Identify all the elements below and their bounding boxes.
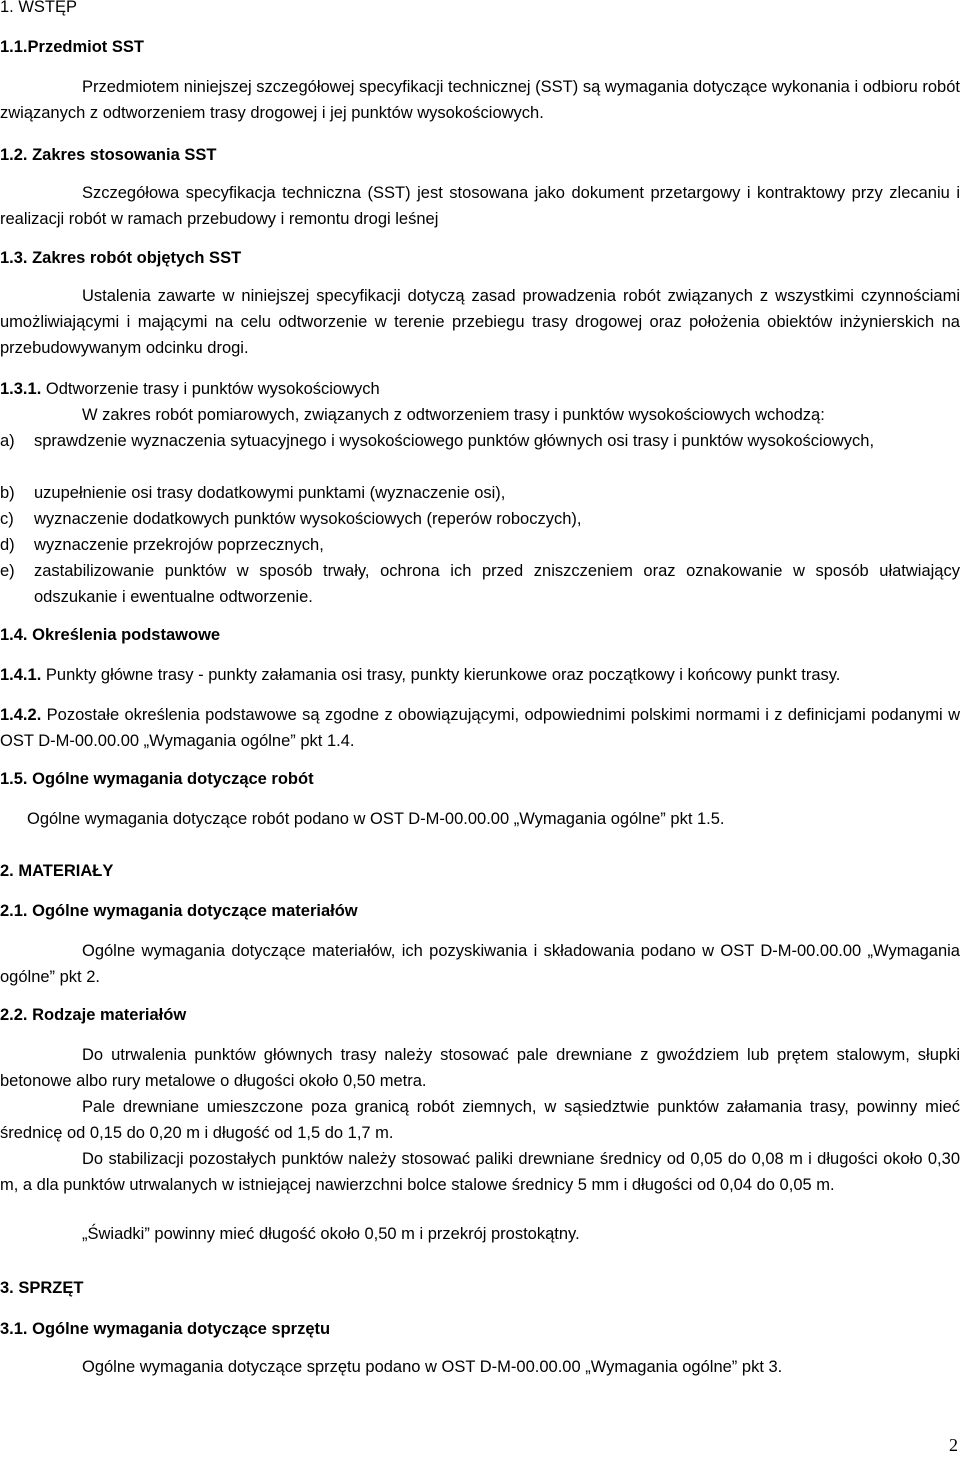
paragraph-wymagania-robot: Ogólne wymagania dotyczące robót podano w OST D-M-00.00.00 „Wymagania ogólne” pkt 1.5. [27,810,725,828]
paragraph-wymagania-materialow: Ogólne wymagania dotyczące materiałów, ich pozyskiwania i składowania podano w OST D-M-00.00.00 „Wymagania ogólne” pkt 2. [0,942,960,986]
paragraph-przedmiot: Przedmiotem niniejszej szczegółowej specyfikacji technicznej (SST) są wymagania dotyczące wykonania i odbioru robót związanych z odtworzeniem trasy drogowej i jej punktów wysokościowych. [0,78,960,122]
list-item-text: uzupełnienie osi trasy dodatkowymi punktami (wyznaczenie osi), [34,484,506,502]
subheading-title: Odtworzenie trasy i punktów wysokościowych [45,380,380,398]
heading-wymagania-robot: 1.5. Ogólne wymagania dotyczące robót [0,770,314,788]
heading-okreslenia: 1.4. Określenia podstawowe [0,626,221,644]
definition-number: 1.4.1. [0,666,42,684]
page-number: 2 [949,1435,958,1455]
paragraph-zakres-pomiarow: W zakres robót pomiarowych, związanych z odtworzeniem trasy i punktów wysokościowych wchodzą: [82,406,825,424]
paragraph-wymagania-sprzetu: Ogólne wymagania dotyczące sprzętu podano w OST D-M-00.00.00 „Wymagania ogólne” pkt 3. [82,1358,783,1376]
definition-pozostale [0,702,960,754]
paragraph-zakres-robot: Ustalenia zawarte w niniejszej specyfikacji dotyczą zasad prowadzenia robót związanych z wszystkimi czynnościami umożliwiającymi i mającymi na celu odtworzenie w terenie przebiegu trasy drogowej oraz położenia obiektów inżynierskich na przebudowywanym odcinku drogi. [0,287,960,357]
heading-zakres-robot: 1.3. Zakres robót objętych SST [0,249,242,267]
paragraph-utrwalenie-punktow: Do utrwalenia punktów głównych trasy należy stosować pale drewniane z gwoździem lub prętem stalowym, słupki betonowe albo rury metalowe o długości około 0,50 metra. [0,1046,960,1090]
heading-zakres-stosowania: 1.2. Zakres stosowania SST [0,146,217,164]
heading-wstep: 1. WSTĘP [0,0,78,16]
heading-przedmiot-sst: 1.1.Przedmiot SST [0,38,144,56]
list-item-label: a) [0,432,15,450]
paragraph-swiadki: „Świadki” powinny mieć długość około 0,50 m i przekrój prostokątny. [82,1225,580,1243]
list-item [0,428,960,454]
heading-wymagania-materialow: 2.1. Ogólne wymagania dotyczące materiałów [0,902,358,920]
definition-text: Punkty główne trasy - punkty załamania osi trasy, punkty kierunkowe oraz początkowy i końcowy punkt trasy. [45,666,841,684]
list-item-text: sprawdzenie wyznaczenia sytuacyjnego i wysokościowego punktów głównych osi trasy i punktów wysokościowych, [34,432,875,450]
list-item-label: c) [0,510,14,528]
paragraph-stabilizacja: Do stabilizacji pozostałych punktów należy stosować paliki drewniane średnicy od 0,05 do 0,08 m i długości około 0,30 m, a dla punktów utrwalanych w istniejącej nawierzchni bolce stalowe średnicy 5 mm i długości od 0,04 do 0,05 m. [0,1150,960,1194]
paragraph-zakres-stosowania: Szczegółowa specyfikacja techniczna (SST) jest stosowana jako dokument przetargowy i kontraktowy przy zlecaniu i realizacji robót w ramach przebudowy i remontu drogi leśnej [0,184,960,228]
list-item [0,480,960,506]
list-item-label: e) [0,562,15,580]
heading-sprzet: 3. SPRZĘT [0,1279,84,1297]
list-item-text: zastabilizowanie punktów w sposób trwały, ochrona ich przed zniszczeniem oraz oznakowanie w sposób ułatwiający odszukanie i ewentualne odtworzenie. [34,562,960,606]
definition-punkty-glowne [0,662,960,688]
definition-number: 1.4.2. [0,706,42,724]
list-item-label: b) [0,484,15,502]
list-item-label: d) [0,536,15,554]
list-item [0,558,960,610]
list-item-text: wyznaczenie dodatkowych punktów wysokościowych (reperów roboczych), [34,510,582,528]
list-item [0,506,960,532]
definition-text: Pozostałe określenia podstawowe są zgodne z obowiązującymi, odpowiednimi polskimi normami i z definicjami podanymi w OST D-M-00.00.00 „Wymagania ogólne” pkt 1.4. [0,706,960,750]
heading-rodzaje-materialow: 2.2. Rodzaje materiałów [0,1006,187,1024]
list-item [0,532,960,558]
paragraph-pale-drewniane: Pale drewniane umieszczone poza granicą robót ziemnych, w sąsiedztwie punktów załamania trasy, powinny mieć średnicę od 0,15 do 0,20 m i długość od 1,5 do 1,7 m. [0,1098,960,1142]
list-item-text: wyznaczenie przekrojów poprzecznych, [34,536,324,554]
subheading-number: 1.3.1. [0,380,42,398]
subheading-odtworzenie-trasy [0,376,960,402]
heading-materialy: 2. MATERIAŁY [0,862,114,880]
heading-wymagania-sprzetu: 3.1. Ogólne wymagania dotyczące sprzętu [0,1320,331,1338]
